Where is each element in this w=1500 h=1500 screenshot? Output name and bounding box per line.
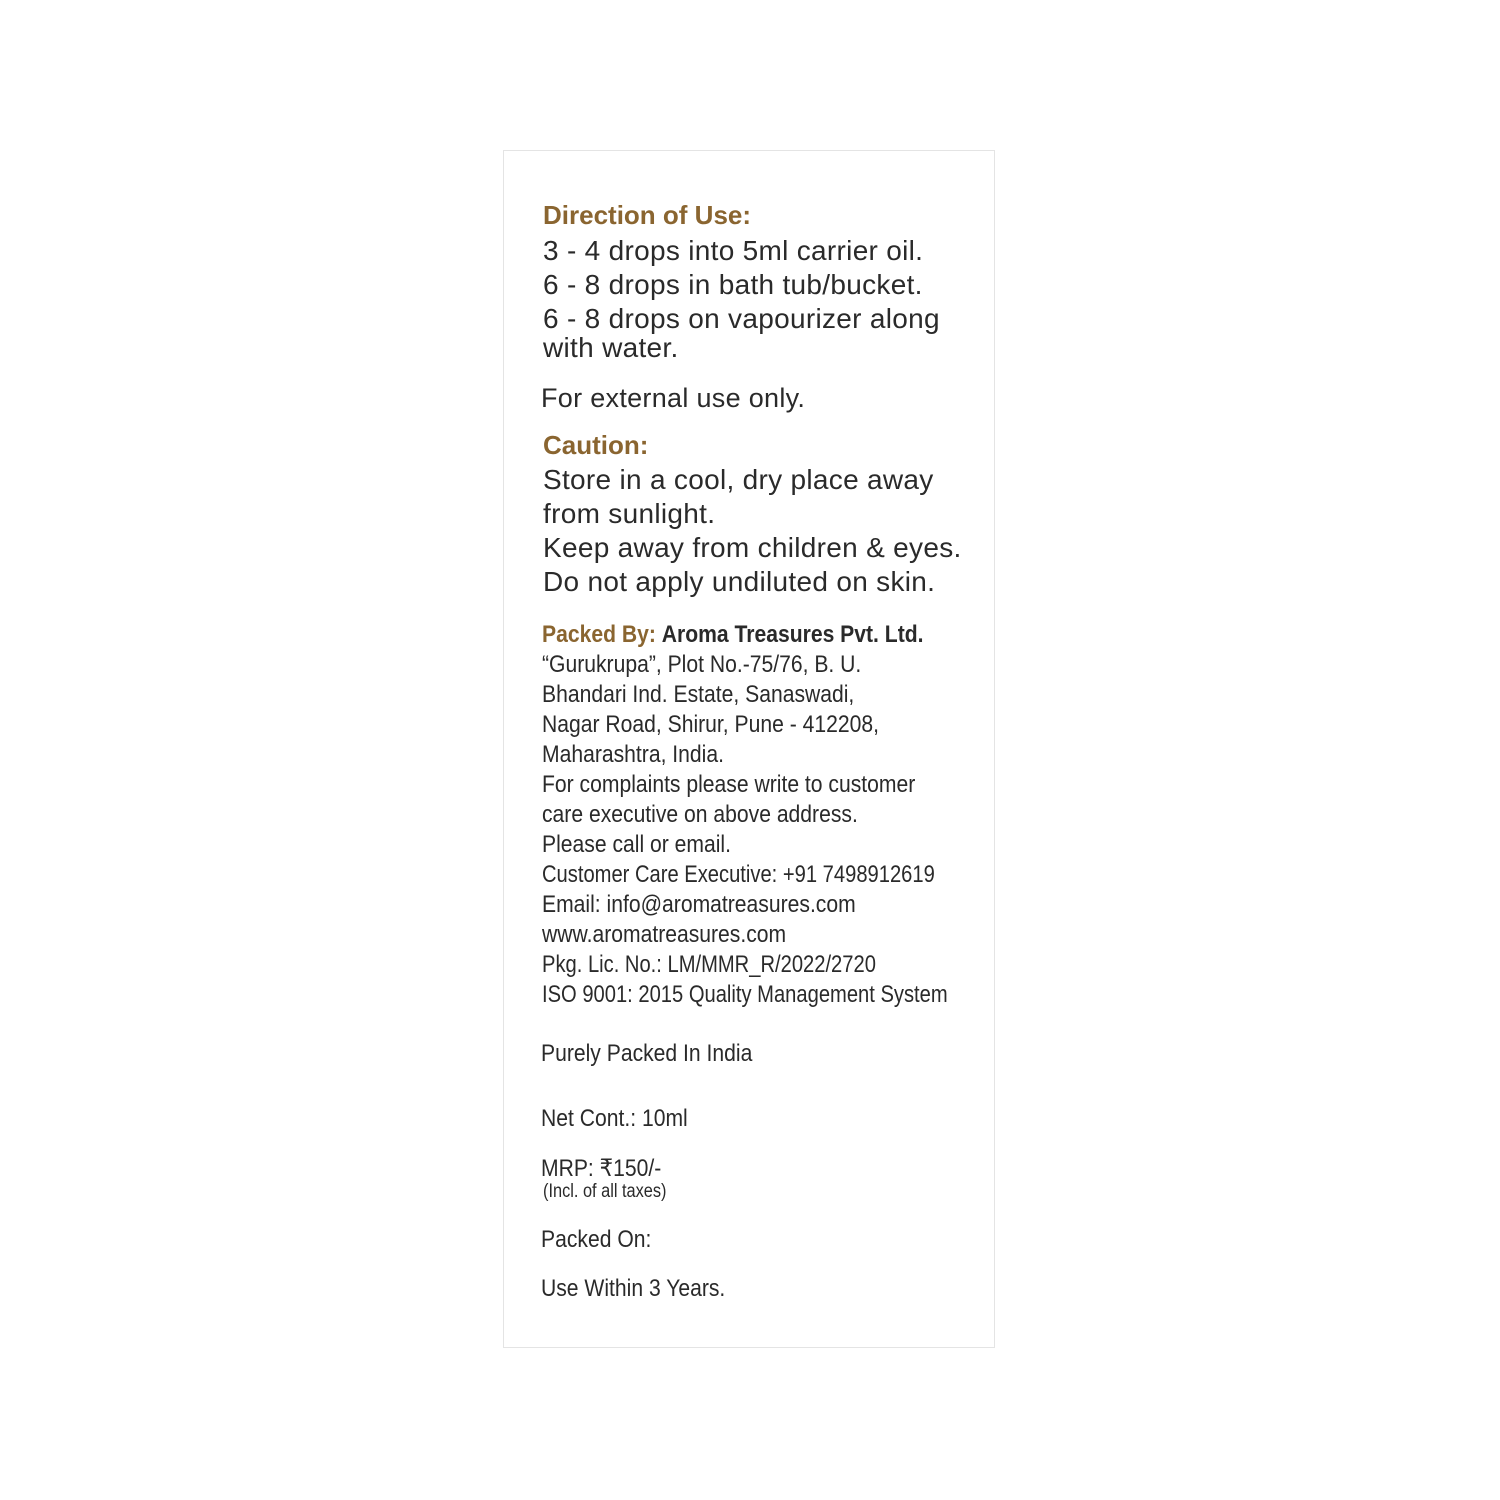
packed-by-label: Packed By:: [542, 621, 656, 648]
complaints-line-1: For complaints please write to customer: [542, 771, 916, 798]
direction-heading: Direction of Use:: [543, 200, 752, 230]
net-content: Net Cont.: 10ml: [541, 1105, 688, 1132]
direction-line-2: 6 - 8 drops in bath tub/bucket.: [543, 269, 923, 300]
direction-line-3: 6 - 8 drops on vapourizer along: [543, 303, 940, 334]
complaints-line-2: care executive on above address.: [542, 801, 858, 828]
direction-line-4: with water.: [543, 332, 679, 363]
caution-line-3: Keep away from children & eyes.: [543, 532, 962, 563]
address-line-2: Bhandari Ind. Estate, Sanaswadi,: [542, 681, 855, 708]
iso-certification: ISO 9001: 2015 Quality Management System: [542, 981, 948, 1008]
external-use-note: For external use only.: [541, 383, 806, 413]
address-line-4: Maharashtra, India.: [542, 741, 724, 768]
customer-care-email: Email: info@aromatreasures.com: [542, 891, 856, 918]
mrp-price: MRP: ₹150/-: [541, 1155, 662, 1182]
caution-heading: Caution:: [543, 430, 649, 460]
packed-by-line: [542, 620, 923, 650]
caution-line-1: Store in a cool, dry place away: [543, 464, 934, 495]
website-url: www.aromatreasures.com: [542, 921, 787, 948]
use-within-note: Use Within 3 Years.: [541, 1275, 726, 1302]
address-line-3: Nagar Road, Shirur, Pune - 412208,: [542, 711, 879, 738]
packed-on-label: Packed On:: [541, 1226, 652, 1253]
caution-line-2: from sunlight.: [543, 498, 716, 529]
complaints-line-3: Please call or email.: [542, 831, 731, 858]
address-line-1: “Gurukrupa”, Plot No.-75/76, B. U.: [542, 651, 862, 678]
packaging-licence: Pkg. Lic. No.: LM/MMR_R/2022/2720: [542, 951, 876, 978]
packer-name: Aroma Treasures Pvt. Ltd.: [661, 621, 924, 648]
direction-line-1: 3 - 4 drops into 5ml carrier oil.: [543, 235, 924, 266]
caution-line-4: Do not apply undiluted on skin.: [543, 566, 936, 597]
customer-care-phone: Customer Care Executive: +91 7498912619: [542, 861, 935, 888]
mrp-tax-note: (Incl. of all taxes): [543, 1181, 667, 1202]
origin-text: Purely Packed In India: [541, 1040, 753, 1067]
